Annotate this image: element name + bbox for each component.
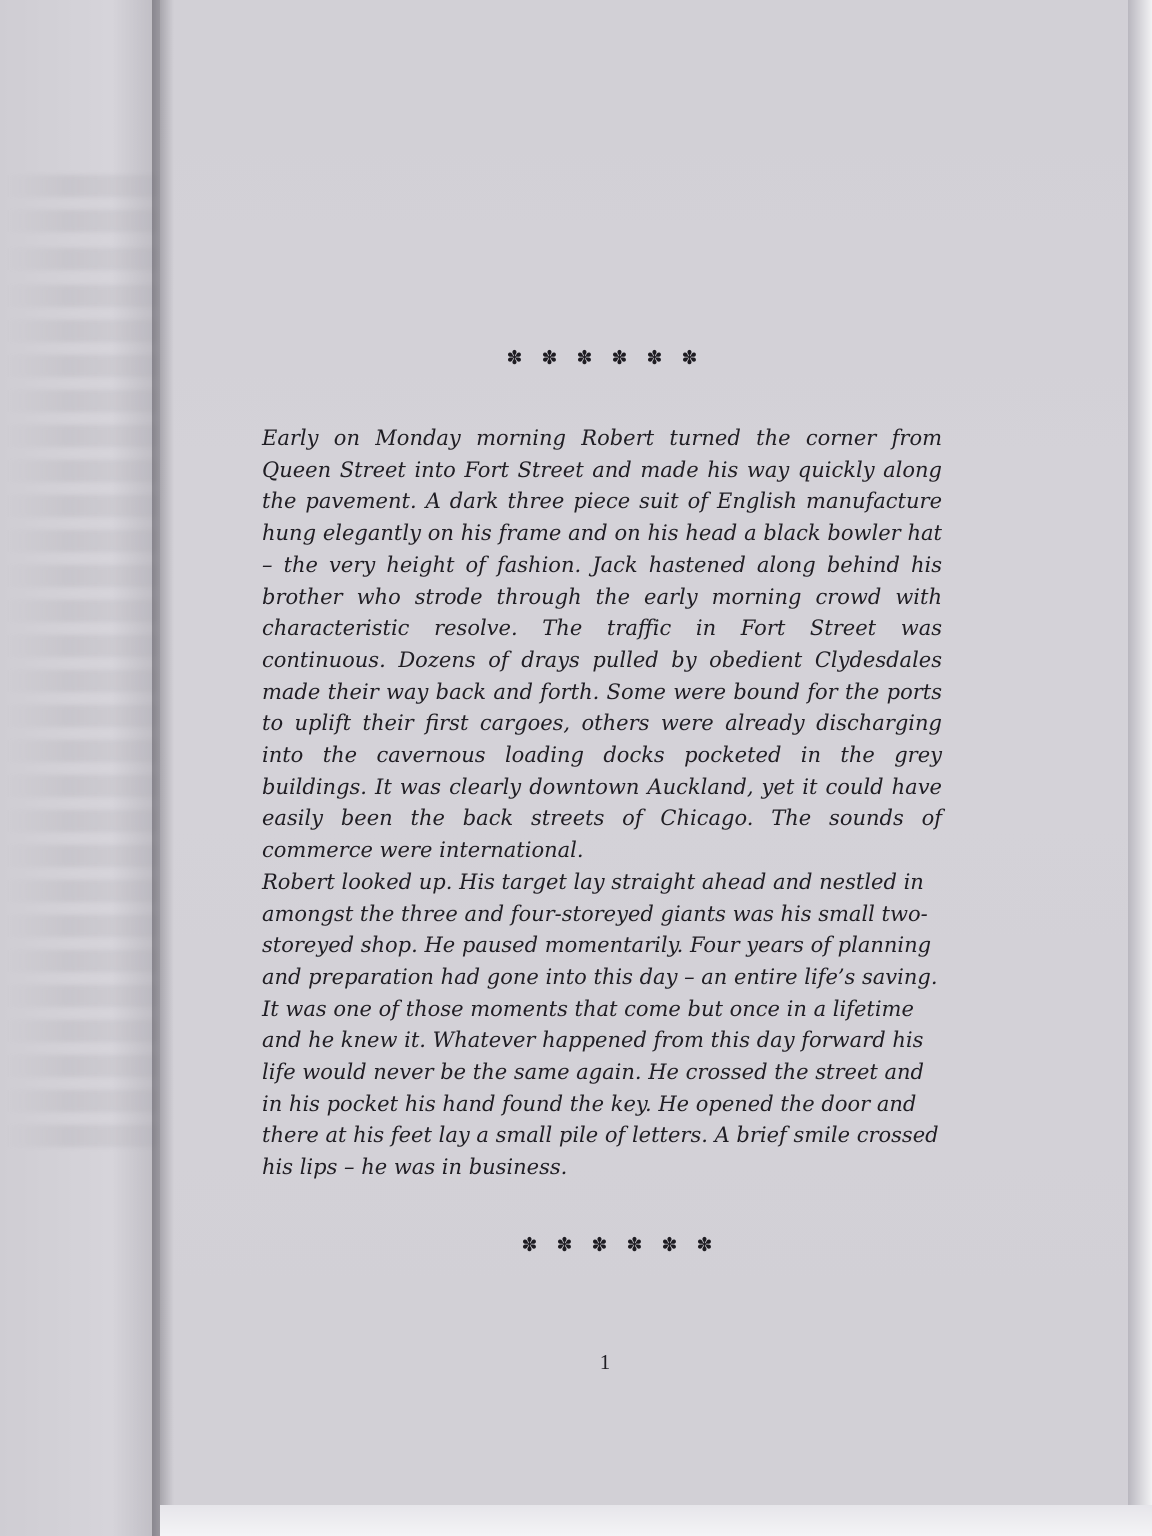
paragraph: Early on Monday morning Robert turned the corner from Queen Street into Fort Street and made his way quickly along the pavement. A dark three piece suit of English manufacture hung elegantly on his frame and on his head a black bowler hat – the very height of fashion. Jack hastened along behind his brother who strode through the early morning crowd with characteristic resolve. The traffic in Fort Street was continuous. Dozens of drays pulled by obedient Clydesdales made their way back and forth. Some were bound for the ports to uplift their first cargoes, others were already discharging into the cavernous loading docks pocketed in the grey buildings. It was clearly downtown Auckland, yet it could have easily been the back streets of Chicago. The sounds of commerce were international.	[262, 426, 942, 863]
bleed-through-line	[8, 320, 158, 342]
bleed-through-line	[8, 285, 158, 307]
flower-ornament-icon: ✽	[506, 347, 523, 369]
bleed-through-line	[8, 775, 158, 797]
flower-ornament-icon: ✽	[696, 1234, 713, 1256]
bleed-through-line	[8, 600, 158, 622]
flower-ornament-icon: ✽	[661, 1234, 678, 1256]
flower-ornament-icon: ✽	[626, 1234, 643, 1256]
bleed-through-line	[8, 810, 158, 832]
bleed-through-line	[8, 175, 158, 197]
bleed-through-line	[8, 1020, 158, 1042]
story-text	[262, 423, 942, 1184]
bleed-through-line	[8, 565, 158, 587]
flower-ornament-icon: ✽	[681, 347, 698, 369]
previous-page	[0, 0, 160, 1536]
section-break-top	[503, 345, 701, 371]
flower-ornament-icon: ✽	[521, 1234, 538, 1256]
bleed-through-line	[8, 1090, 158, 1112]
page-gutter-shadow	[152, 0, 174, 1536]
bleed-through-line	[8, 740, 158, 762]
bleed-through-line	[8, 950, 158, 972]
bleed-through-line	[8, 1055, 158, 1077]
bleed-through-line	[8, 845, 158, 867]
page-bottom-edge	[160, 1505, 1152, 1536]
flower-ornament-icon: ✽	[556, 1234, 573, 1256]
section-break-bottom	[518, 1232, 716, 1258]
bleed-through-line	[8, 390, 158, 412]
bleed-through-line	[8, 705, 158, 727]
bleed-through-line	[8, 355, 158, 377]
bleed-through-line	[8, 210, 158, 232]
bleed-through-line	[8, 635, 158, 657]
bleed-through-line	[8, 670, 158, 692]
flower-ornament-icon: ✽	[541, 347, 558, 369]
bleed-through-line	[8, 248, 158, 270]
bleed-through-line	[8, 985, 158, 1007]
flower-ornament-icon: ✽	[611, 347, 628, 369]
bleed-through-line	[8, 880, 158, 902]
bleed-through-line	[8, 425, 158, 447]
bleed-through-line	[8, 530, 158, 552]
page-number: 1	[599, 1350, 611, 1374]
bleed-through-line	[8, 1125, 158, 1147]
paragraph: Robert looked up. His target lay straight ahead and nestled in amongst the three and four-storeyed giants was his small two-storeyed shop. He paused momentarily. Four years of planning and preparation had gone into this day – an entire life’s saving. It was one of those moments that come but once in a lifetime and he knew it. Whatever happened from this day forward his life would never be the same again. He crossed the street and in his pocket his hand found the key. He opened the door and there at his feet lay a small pile of letters. A brief smile crossed his lips – he was in business.	[262, 869, 939, 1180]
flower-ornament-icon: ✽	[646, 347, 663, 369]
bleed-through-line	[8, 460, 158, 482]
bleed-through-line	[8, 915, 158, 937]
bleed-through-line	[8, 495, 158, 517]
page-edge	[1128, 0, 1152, 1536]
flower-ornament-icon: ✽	[591, 1234, 608, 1256]
flower-ornament-icon: ✽	[576, 347, 593, 369]
